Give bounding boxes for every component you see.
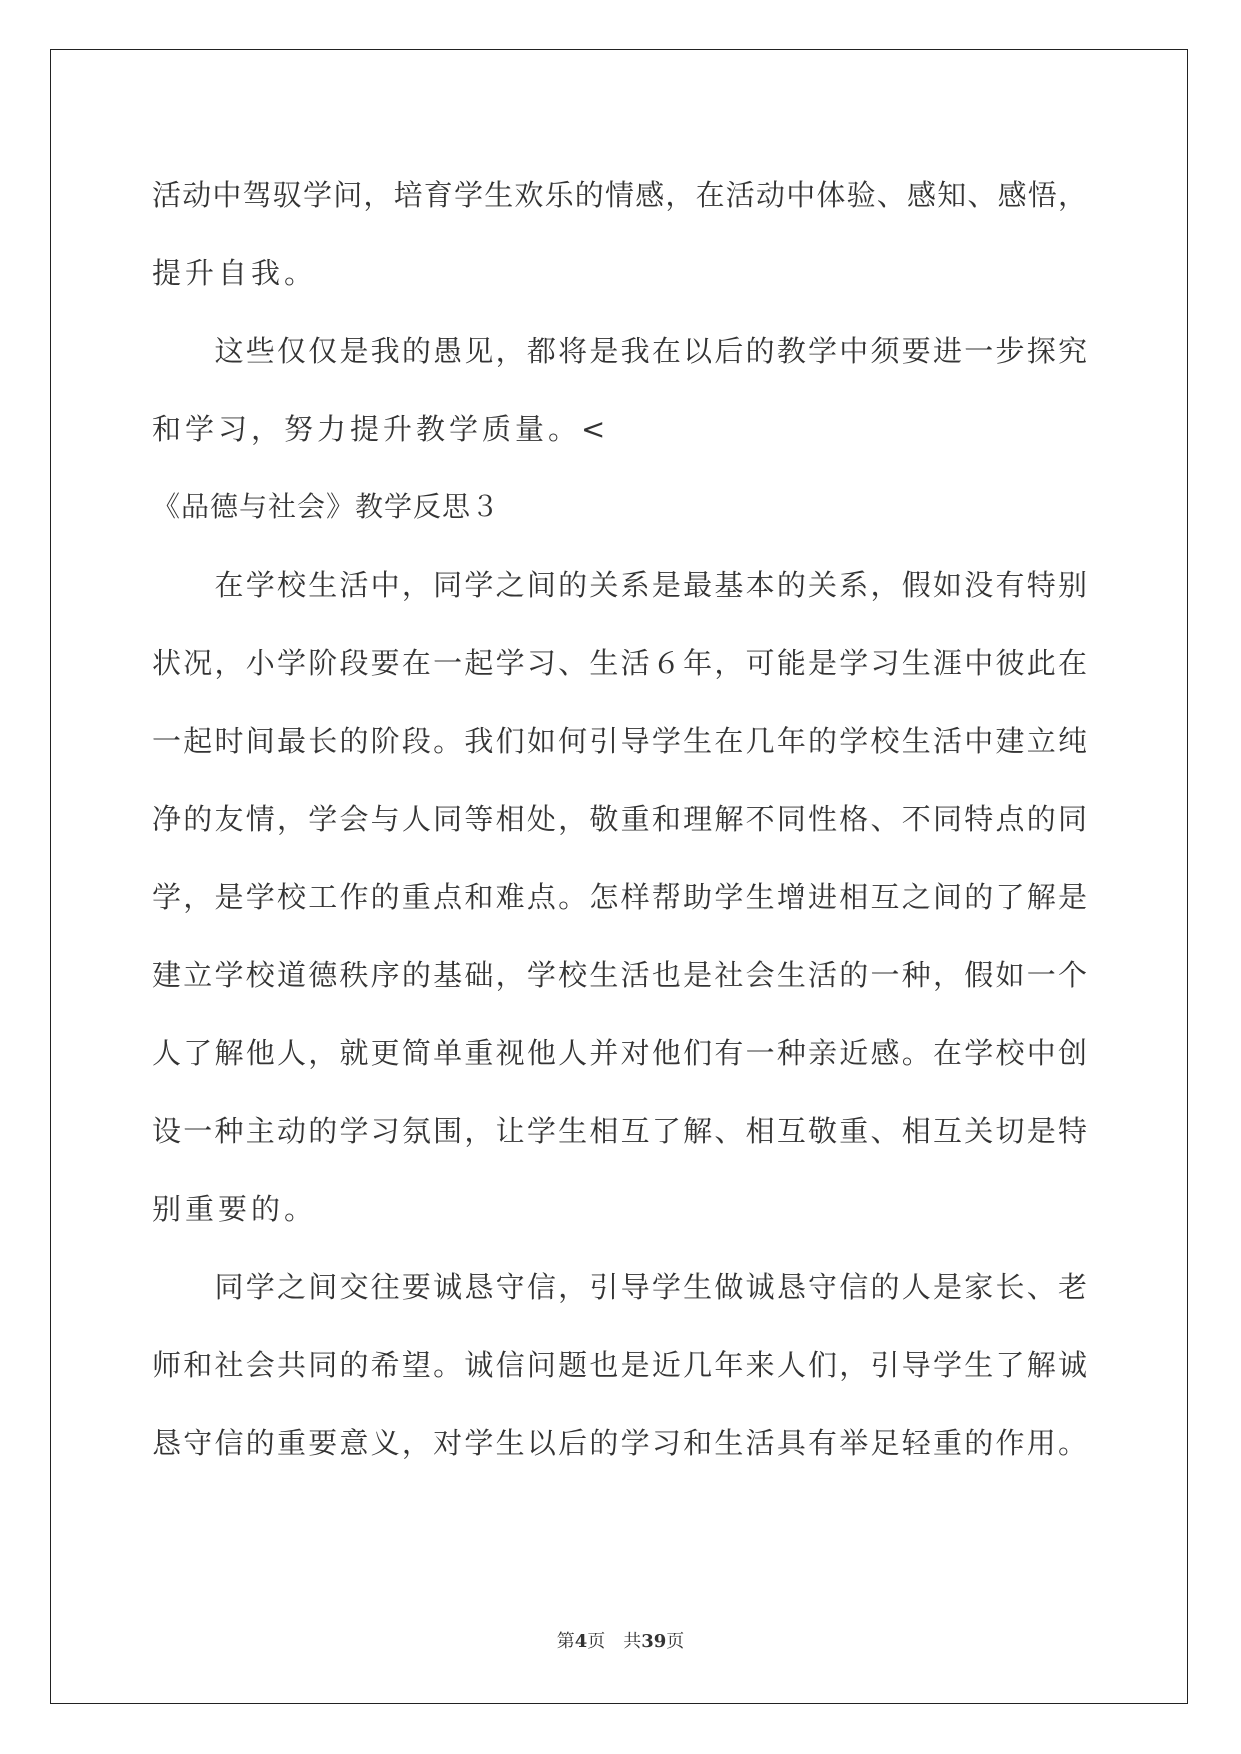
text-line: 设一种主动的学习氛围，让学生相互了解、相互敬重、相互关切是特 xyxy=(152,1114,1087,1148)
text-line: 活动中驾驭学问，培育学生欢乐的情感，在活动中体验、感知、感悟， xyxy=(152,178,1087,212)
text-line: 提升自我。 xyxy=(152,256,318,290)
document-body xyxy=(152,156,1087,1482)
text-line: 恳守信的重要意义，对学生以后的学习和生活具有举足轻重的作用。 xyxy=(152,1426,1087,1460)
text-line: 一起时间最长的阶段。我们如何引导学生在几年的学校生活中建立纯 xyxy=(152,724,1087,758)
text-line: 净的友情，学会与人同等相处，敬重和理解不同性格、不同特点的同 xyxy=(152,802,1087,836)
text-line: 别重要的。 xyxy=(152,1192,318,1226)
footer-page-number: 4 xyxy=(574,1631,588,1652)
footer-total-pages: 39 xyxy=(641,1631,667,1652)
section-heading: 《品德与社会》教学反思３ xyxy=(152,490,501,523)
page-footer xyxy=(0,1627,1241,1653)
text-line: 学，是学校工作的重点和难点。怎样帮助学生增进相互之间的了解是 xyxy=(152,880,1087,914)
text-line: 和学习，努力提升教学质量。< xyxy=(152,412,610,446)
footer-mid: 页 共 xyxy=(587,1631,642,1652)
footer-suffix: 页 xyxy=(666,1631,685,1652)
text-line: 人了解他人，就更简单重视他人并对他们有一种亲近感。在学校中创 xyxy=(152,1036,1087,1070)
footer-prefix: 第 xyxy=(556,1631,575,1652)
text-line: 状况，小学阶段要在一起学习、生活６年，可能是学习生涯中彼此在 xyxy=(152,646,1087,680)
text-line: 同学之间交往要诚恳守信，引导学生做诚恳守信的人是家长、老 xyxy=(152,1270,1087,1304)
text-line: 这些仅仅是我的愚见，都将是我在以后的教学中须要进一步探究 xyxy=(152,334,1087,368)
text-line: 在学校生活中，同学之间的关系是最基本的关系，假如没有特别 xyxy=(152,568,1087,602)
text-line: 师和社会共同的希望。诚信问题也是近几年来人们，引导学生了解诚 xyxy=(152,1348,1087,1382)
text-line: 建立学校道德秩序的基础，学校生活也是社会生活的一种，假如一个 xyxy=(152,958,1087,992)
